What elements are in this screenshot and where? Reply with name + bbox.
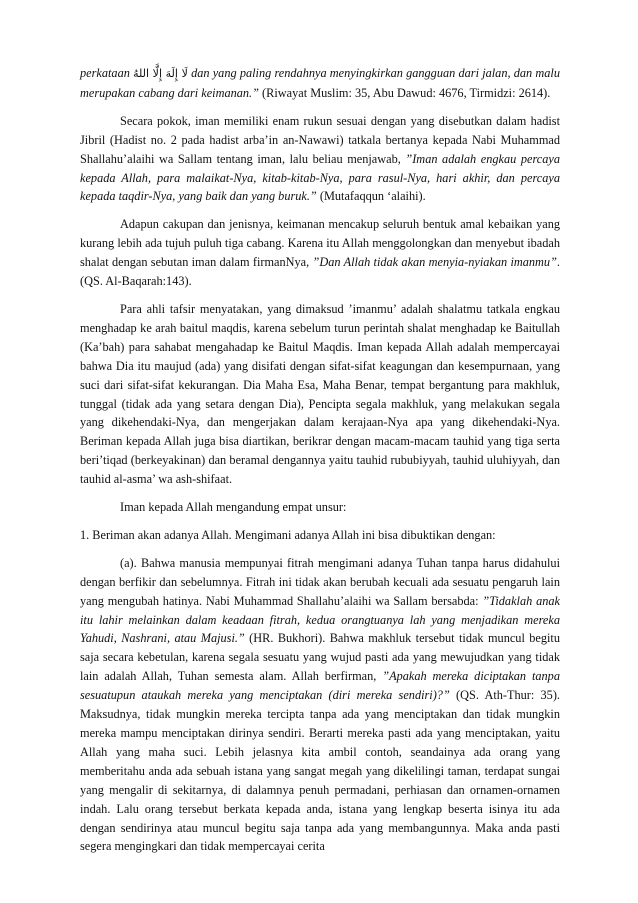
text: (QS. Ath-Thur: 35). Maksudnya, tidak mungkin mereka tercipta tanpa ada yang menciptakan dan tidak mungkin mereka mampu menciptakan dirinya sendiri. Berarti mereka pasti ada yang menciptakan, yaitu Allah yang maha suci. Lebih jelasnya kita ambil contoh, seandainya ada orang yang memberitahu anda ada sebuah istana yang sangat megah yang dikelilingi taman, terdapat sungai yang mengalir di sekitarnya, di dalamnya penuh permadani, perhiasan dan ornamen-ornamen indah. Lalu orang tersebut berkata kepada anda, istana yang lengkap beserta isinya itu ada dengan sendirinya atau muncul begitu saja tanpa ada yang membangunnya. Maka anda pasti segera mengingkari dan tidak mempercayai cerita — [80, 688, 560, 854]
paragraph-5: Iman kepada Allah mengandung empat unsur: — [120, 500, 347, 515]
paragraph-2 — [80, 112, 560, 207]
paragraph-4: Para ahli tafsir menyatakan, yang dimaksud ’imanmu’ adalah shalatmu tatkala engkau menghadap ke arah baitul maqdis, karena sebelum turun perintah shalat menghadap ke Baitullah (Ka’bah) para sahabat mengahadap ke Baitul Maqdis. Iman kepada Allah adalah mempercayai bahwa Dia itu maujud (ada) yang disifati dengan sifat-sifat keagungan dan kesempurnaan, yang suci dari sifat-sifat kekurangan. Dia Maha Esa, Maha Benar, tempat bergantung para makhluk, tunggal (tidak ada yang setara dengan Dia), Pencipta segala makhluk, yang melakukan segala yang dikehendaki-Nya, dan mengerjakan dalam kerajaan-Nya apa yang dikehendaki-Nya. Beriman kepada Allah juga bisa diartikan, berikrar dengan macam-macam tauhid yang tiga serta beri’tiqad (berkeyakinan) dan beramal dengannya yaitu tauhid rububiyyah, tauhid uluhiyyah, dan tauhid al-asma’ wa ash-shifaat. — [80, 301, 560, 487]
text: Adapun cakupan dan jenisnya, keimanan mencakup seluruh bentuk amal kebaikan yang kurang lebih ada tujuh puluh tiga cabang. Karena itu Allah menggolongkan dan menyebut ibadah shalat dengan sebutan iman dalam firmanNya, — [80, 217, 560, 270]
paragraph-7 — [80, 554, 560, 857]
text-citation: . (QS. Al-Baqarah:143). — [80, 255, 560, 289]
text-italic: ”Tidaklah anak itu lahir melainkan dalam keadaan fitrah, kedua orangtuanya lah yang menjadikan mereka Yahudi, Nashrani, atau Majusi.” — [80, 593, 560, 646]
text-italic: ”Apakah mereka diciptakan tanpa sesuatupun ataukah mereka yang menciptakan (diri mereka sendiri)?” — [80, 669, 560, 703]
paragraph-3 — [80, 215, 560, 291]
list-item-1: 1. Beriman akan adanya Allah. Mengimani adanya Allah ini bisa dibuktikan dengan: — [80, 527, 496, 542]
text-italic: ”Iman adalah engkau percaya kepada Allah, para malaikat-Nya, kitab-kitab-Nya, para rasul-Nya, hari akhir, dan percaya kepada taqdir-Nya, yang baik dan yang buruk.” — [80, 151, 560, 204]
text-italic: perkataan — [80, 66, 130, 80]
text: Secara pokok, iman memiliki enam rukun sesuai dengan yang disebutkan dalam hadist Jibril (Hadist no. 2 pada hadist arba’in an-Nawawi) tatkala bertanya kepada Nabi Muhammad Shallahu’alaihi wa Sallam tentang iman, lalu beliau menjawab, — [80, 113, 560, 166]
text: (a). Bahwa manusia mempunyai fitrah mengimani adanya Tuhan tanpa harus didahului dengan berfikir dan sebelumnya. Fitrah ini tidak akan berubah kecuali ada sesuatu pengaruh lain yang mengubah hatinya. Nabi Muhammad Shallahu’alaihi wa Sallam bersabda: — [80, 555, 560, 608]
text: (HR. Bukhori). Bahwa makhluk tersebut tidak muncul begitu saja secara kebetulan, karena segala sesuatu yang wujud pasti ada yang mewujudkan yang tidak lain adalah Allah, Tuhan semesta alam. Allah berfirman, — [80, 631, 560, 684]
text-italic: ”Dan Allah tidak akan menyia-nyiakan imanmu” — [312, 255, 557, 270]
text-italic: dan yang paling rendahnya menyingkirkan gangguan dari jalan, dan malu merupakan cabang dari keimanan.” — [80, 66, 560, 100]
paragraph-1 — [80, 64, 560, 103]
arabic-shahada: لَا إِلَهَ إِلَّا اللهُ — [133, 67, 188, 80]
text-citation: (Mutafaqqun ‘alaihi). — [316, 189, 426, 204]
text-citation: (Riwayat Muslim: 35, Abu Dawud: 4676, Tirmidzi: 2614). — [258, 85, 551, 100]
